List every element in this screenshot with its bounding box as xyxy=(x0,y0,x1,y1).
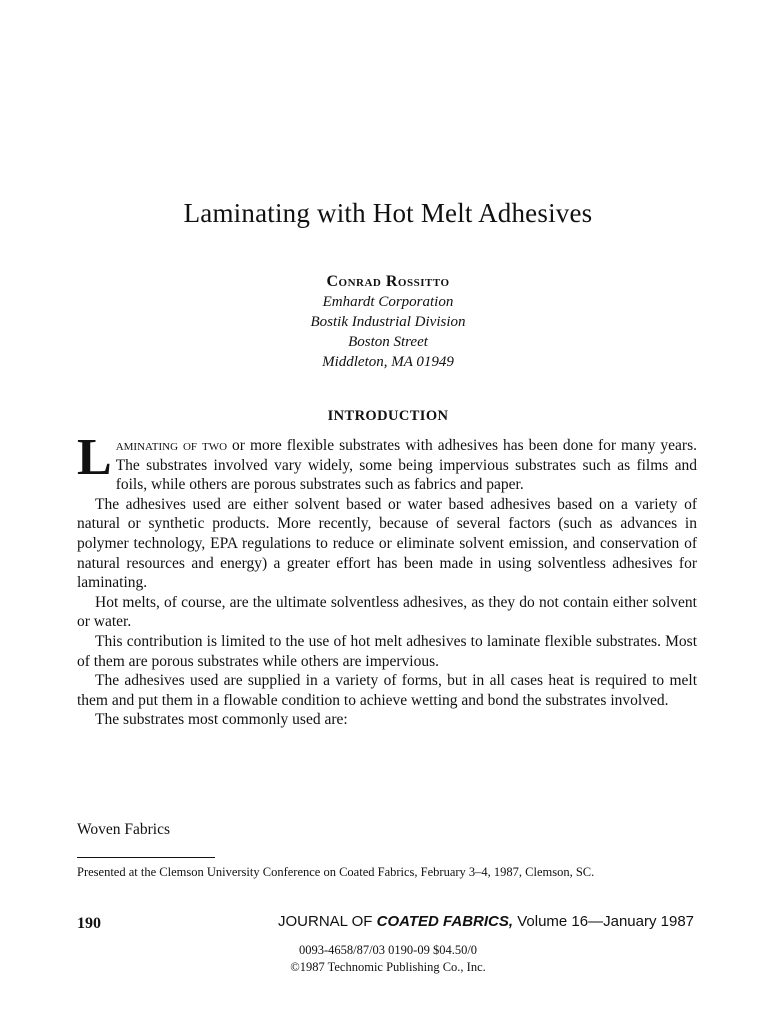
paragraph: The substrates most commonly used are: xyxy=(95,711,348,729)
section-heading: INTRODUCTION xyxy=(327,408,449,424)
affiliation-line: Bostik Industrial Division xyxy=(310,314,466,330)
copyright-notice: ©1987 Technomic Publishing Co., Inc. xyxy=(290,960,486,974)
affiliation-line: Middleton, MA 01949 xyxy=(322,354,454,370)
intro-paragraph xyxy=(77,429,697,495)
footnote-rule xyxy=(77,857,215,858)
list-item: Woven Fabrics xyxy=(77,821,171,838)
page-title: Laminating with Hot Melt Adhesives xyxy=(183,198,593,228)
drop-cap: L xyxy=(77,429,112,486)
lead-caps: aminating of two xyxy=(115,437,228,454)
paragraph: The adhesives used are either solvent based or water based adhesives based on a variety of natural or synthetic products. More recently, because of several factors (such as advances in polymer technology, EPA regulations to reduce or eliminate solvent emission, and conservation of natural resources and energy) a greater effort has been made in using solventless adhesives for laminating. xyxy=(77,495,697,592)
paragraph: Hot melts, of course, are the ultimate solventless adhesives, as they do not contain either solvent or water. xyxy=(77,593,697,631)
paragraph: The adhesives used are supplied in a variety of forms, but in all cases heat is required to melt them and put them in a flowable condition to achieve wetting and bond the substrates involved. xyxy=(77,672,697,709)
intro-text: or more flexible substrates with adhesives has been done for many years. The substrates involved vary widely, some being impervious substrates such as films and foils, while others are porous substrates such as fabrics and paper. xyxy=(115,437,697,494)
issn-code: 0093-4658/87/03 0190-09 $04.50/0 xyxy=(298,943,478,957)
journal-citation xyxy=(278,913,694,930)
footnote: Presented at the Clemson University Conference on Coated Fabrics, February 3–4, 1987, Clemson, SC. xyxy=(77,865,595,879)
affiliation-line: Boston Street xyxy=(348,334,428,350)
author-block xyxy=(0,272,768,372)
journal-volume: Volume 16—January 1987 xyxy=(513,913,694,930)
journal-prefix: JOURNAL OF xyxy=(278,913,377,930)
page-footer xyxy=(77,913,694,935)
author-name: Conrad Rossitto xyxy=(326,273,450,290)
journal-name: COATED FABRICS, xyxy=(376,913,514,930)
publication-info xyxy=(0,942,768,976)
body-text xyxy=(77,429,697,730)
page-number: 190 xyxy=(77,915,101,932)
paragraph: This contribution is limited to the use of hot melt adhesives to laminate flexible substrates. Most of them are porous substrates while others are impervious. xyxy=(77,632,697,670)
affiliation-line: Emhardt Corporation xyxy=(322,294,454,310)
